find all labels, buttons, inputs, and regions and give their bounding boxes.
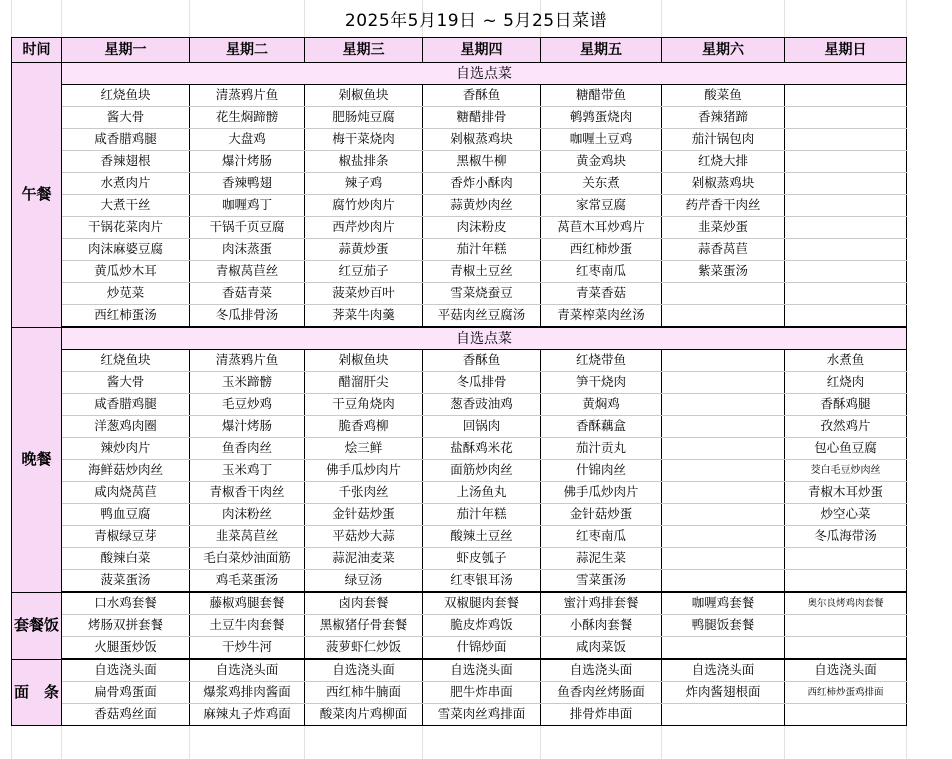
dish-cell — [785, 195, 907, 217]
dish-cell — [785, 217, 907, 239]
dish-cell — [785, 129, 907, 151]
dish-cell: 藤椒鸡腿套餐 — [190, 592, 305, 615]
header-cell: 星期二 — [190, 38, 305, 63]
dish-cell — [785, 283, 907, 305]
dish-cell: 笋干烧肉 — [541, 372, 662, 394]
dish-cell: 西红柿蛋汤 — [62, 305, 190, 328]
dish-cell: 糖醋带鱼 — [541, 85, 662, 107]
dish-cell: 水煮鱼 — [785, 350, 907, 372]
dish-cell: 酸辣土豆丝 — [423, 526, 541, 548]
dish-cell: 香辣翅根 — [62, 151, 190, 173]
meal-label: 晚餐 — [12, 327, 62, 592]
dish-cell: 什锦炒面 — [423, 637, 541, 660]
dish-cell: 雪菜蛋汤 — [541, 570, 662, 593]
dish-cell: 烩三鲜 — [305, 438, 423, 460]
dish-cell: 面筋炒肉丝 — [423, 460, 541, 482]
table-row — [12, 592, 907, 615]
dish-cell: 鹌鹑蛋烧肉 — [541, 107, 662, 129]
dish-cell: 自选浇头面 — [423, 659, 541, 682]
dish-cell: 炸肉酱翅根面 — [662, 682, 785, 704]
dish-cell: 香辣鸭翅 — [190, 173, 305, 195]
dish-cell: 蒜黄炒蛋 — [305, 239, 423, 261]
dish-cell: 麻辣丸子炸鸡面 — [190, 704, 305, 726]
dish-cell: 干锅千页豆腐 — [190, 217, 305, 239]
dish-cell: 小酥肉套餐 — [541, 615, 662, 637]
section-banner-row — [12, 327, 907, 350]
dish-cell: 自选浇头面 — [62, 659, 190, 682]
dish-cell: 西芹炒肉片 — [305, 217, 423, 239]
table-row — [12, 129, 907, 151]
dish-cell: 青椒绿豆芽 — [62, 526, 190, 548]
dish-cell: 黑椒猪仔骨套餐 — [305, 615, 423, 637]
dish-cell: 炒空心菜 — [785, 504, 907, 526]
dish-cell: 香炸小酥肉 — [423, 173, 541, 195]
dish-cell: 辣子鸡 — [305, 173, 423, 195]
dish-cell: 药芹香干肉丝 — [662, 195, 785, 217]
dish-cell: 肉沫麻婆豆腐 — [62, 239, 190, 261]
dish-cell: 茄汁年糕 — [423, 239, 541, 261]
meal-label: 套餐饭 — [12, 592, 62, 659]
dish-cell: 肥肠炖豆腐 — [305, 107, 423, 129]
dish-cell: 千张肉丝 — [305, 482, 423, 504]
meal-label: 面 条 — [12, 659, 62, 726]
section-banner: 自选点菜 — [62, 327, 907, 350]
dish-cell: 茄汁贡丸 — [541, 438, 662, 460]
dish-cell: 香菇青菜 — [190, 283, 305, 305]
dish-cell: 红枣南瓜 — [541, 261, 662, 283]
dish-cell: 爆汁烤肠 — [190, 151, 305, 173]
dish-cell: 海鲜菇炒肉丝 — [62, 460, 190, 482]
dish-cell: 红烧带鱼 — [541, 350, 662, 372]
dish-cell — [662, 438, 785, 460]
dish-cell: 雪菜肉丝鸡排面 — [423, 704, 541, 726]
dish-cell — [662, 704, 785, 726]
dish-cell: 冬瓜排骨汤 — [190, 305, 305, 328]
dish-cell: 青椒木耳炒蛋 — [785, 482, 907, 504]
dish-cell: 菠菜蛋汤 — [62, 570, 190, 593]
dish-cell: 蒜泥生菜 — [541, 548, 662, 570]
dish-cell: 什锦肉丝 — [541, 460, 662, 482]
dish-cell: 菠萝虾仁炒饭 — [305, 637, 423, 660]
dish-cell — [662, 637, 785, 660]
dish-cell: 虾皮瓠子 — [423, 548, 541, 570]
dish-cell: 洋葱鸡肉圈 — [62, 416, 190, 438]
dish-cell: 红豆茄子 — [305, 261, 423, 283]
dish-cell: 咸香腊鸡腿 — [62, 394, 190, 416]
header-cell: 星期一 — [62, 38, 190, 63]
dish-cell: 玉米蹄髈 — [190, 372, 305, 394]
dish-cell: 剁椒鱼块 — [305, 85, 423, 107]
table-row — [12, 217, 907, 239]
dish-cell — [785, 239, 907, 261]
dish-cell: 自选浇头面 — [305, 659, 423, 682]
dish-cell: 大煮干丝 — [62, 195, 190, 217]
dish-cell — [662, 460, 785, 482]
page-title: 2025年5月19日 ~ 5月25日菜谱 — [344, 10, 608, 31]
dish-cell — [785, 85, 907, 107]
dish-cell: 肉沫蒸蛋 — [190, 239, 305, 261]
dish-cell: 脆香鸡柳 — [305, 416, 423, 438]
dish-cell: 脆皮炸鸡饭 — [423, 615, 541, 637]
dish-cell: 菠菜炒百叶 — [305, 283, 423, 305]
header-cell: 星期三 — [305, 38, 423, 63]
dish-cell: 毛豆炒鸡 — [190, 394, 305, 416]
table-row — [12, 394, 907, 416]
dish-cell: 花生焖蹄髈 — [190, 107, 305, 129]
dish-cell: 咸肉菜饭 — [541, 637, 662, 660]
dish-cell: 西红柿炒蛋鸡排面 — [785, 682, 907, 704]
table-row — [12, 704, 907, 726]
dish-cell — [785, 704, 907, 726]
dish-cell: 咸肉烧莴苣 — [62, 482, 190, 504]
dish-cell — [785, 570, 907, 593]
dish-cell — [785, 151, 907, 173]
dish-cell: 咖喱鸡丁 — [190, 195, 305, 217]
dish-cell: 火腿蛋炒饭 — [62, 637, 190, 660]
dish-cell: 上汤鱼丸 — [423, 482, 541, 504]
dish-cell: 西红柿牛腩面 — [305, 682, 423, 704]
dish-cell: 腐竹炒肉片 — [305, 195, 423, 217]
dish-cell: 黄金鸡块 — [541, 151, 662, 173]
dish-cell: 椒盐排条 — [305, 151, 423, 173]
dish-cell: 酸菜鱼 — [662, 85, 785, 107]
dish-cell: 爆浆鸡排肉酱面 — [190, 682, 305, 704]
dish-cell: 剁椒蒸鸡块 — [423, 129, 541, 151]
dish-cell: 荠菜牛肉羹 — [305, 305, 423, 328]
dish-cell: 梅干菜烧肉 — [305, 129, 423, 151]
dish-cell — [785, 261, 907, 283]
dish-cell: 酸菜肉片鸡柳面 — [305, 704, 423, 726]
dish-cell: 红枣南瓜 — [541, 526, 662, 548]
table-row — [12, 682, 907, 704]
dish-cell: 关东煮 — [541, 173, 662, 195]
dish-cell: 咖喱土豆鸡 — [541, 129, 662, 151]
dish-cell: 青椒土豆丝 — [423, 261, 541, 283]
dish-cell: 剁椒鱼块 — [305, 350, 423, 372]
table-row — [12, 173, 907, 195]
table-row — [12, 438, 907, 460]
dish-cell: 莴苣木耳炒鸡片 — [541, 217, 662, 239]
dish-cell — [662, 283, 785, 305]
table-row — [12, 305, 907, 328]
dish-cell: 大盘鸡 — [190, 129, 305, 151]
table-row — [12, 195, 907, 217]
dish-cell: 绿豆汤 — [305, 570, 423, 593]
dish-cell — [662, 350, 785, 372]
dish-cell: 鸭血豆腐 — [62, 504, 190, 526]
dish-cell: 冬瓜排骨 — [423, 372, 541, 394]
dish-cell: 佛手瓜炒肉片 — [305, 460, 423, 482]
table-row — [12, 570, 907, 593]
dish-cell: 清蒸鸦片鱼 — [190, 350, 305, 372]
dish-cell — [662, 394, 785, 416]
dish-cell: 红烧鱼块 — [62, 85, 190, 107]
dish-cell — [785, 107, 907, 129]
dish-cell: 自选浇头面 — [190, 659, 305, 682]
dish-cell: 糖醋排骨 — [423, 107, 541, 129]
dish-cell: 醋溜肝尖 — [305, 372, 423, 394]
dish-cell: 青菜榨菜肉丝汤 — [541, 305, 662, 328]
dish-cell: 韭菜莴苣丝 — [190, 526, 305, 548]
table-row — [12, 85, 907, 107]
dish-cell: 香辣猪蹄 — [662, 107, 785, 129]
dish-cell: 炒苋菜 — [62, 283, 190, 305]
dish-cell — [785, 615, 907, 637]
dish-cell: 鸭腿饭套餐 — [662, 615, 785, 637]
dish-cell: 烤肠双拼套餐 — [62, 615, 190, 637]
dish-cell: 剁椒蒸鸡块 — [662, 173, 785, 195]
dish-cell: 蜜汁鸡排套餐 — [541, 592, 662, 615]
dish-cell — [662, 372, 785, 394]
dish-cell: 黄焖鸡 — [541, 394, 662, 416]
dish-cell: 奥尔良烤鸡肉套餐 — [785, 592, 907, 615]
dish-cell: 青椒香干肉丝 — [190, 482, 305, 504]
dish-cell: 平菇肉丝豆腐汤 — [423, 305, 541, 328]
dish-cell: 红枣银耳汤 — [423, 570, 541, 593]
dish-cell: 卤肉套餐 — [305, 592, 423, 615]
dish-cell: 肉沫粉皮 — [423, 217, 541, 239]
dish-cell: 酱大骨 — [62, 107, 190, 129]
table-row — [12, 261, 907, 283]
dish-cell: 茄汁锅包肉 — [662, 129, 785, 151]
dish-cell — [662, 482, 785, 504]
table-row — [12, 151, 907, 173]
table-row — [12, 239, 907, 261]
dish-cell: 水煮肉片 — [62, 173, 190, 195]
table-row — [12, 416, 907, 438]
table-row — [12, 283, 907, 305]
dish-cell: 茄汁年糕 — [423, 504, 541, 526]
dish-cell — [785, 548, 907, 570]
dish-cell: 家常豆腐 — [541, 195, 662, 217]
dish-cell — [662, 305, 785, 328]
dish-cell: 辣炒肉片 — [62, 438, 190, 460]
dish-cell — [662, 570, 785, 593]
section-banner-row — [12, 63, 907, 85]
table-row — [12, 482, 907, 504]
dish-cell: 盐酥鸡米花 — [423, 438, 541, 460]
dish-cell: 自选浇头面 — [785, 659, 907, 682]
dish-cell: 西红柿炒蛋 — [541, 239, 662, 261]
dish-cell: 葱香豉油鸡 — [423, 394, 541, 416]
table-row — [12, 615, 907, 637]
dish-cell — [785, 305, 907, 328]
dish-cell: 黄瓜炒木耳 — [62, 261, 190, 283]
dish-cell: 酸辣白菜 — [62, 548, 190, 570]
dish-cell: 咸香腊鸡腿 — [62, 129, 190, 151]
dish-cell: 双椒腿肉套餐 — [423, 592, 541, 615]
dish-cell: 清蒸鸦片鱼 — [190, 85, 305, 107]
dish-cell: 肥牛炸串面 — [423, 682, 541, 704]
dish-cell: 干炒牛河 — [190, 637, 305, 660]
dish-cell: 毛白菜炒油面筋 — [190, 548, 305, 570]
dish-cell: 口水鸡套餐 — [62, 592, 190, 615]
dish-cell: 茭白毛豆炒肉丝 — [785, 460, 907, 482]
dish-cell: 紫菜蛋汤 — [662, 261, 785, 283]
dish-cell: 包心鱼豆腐 — [785, 438, 907, 460]
dish-cell: 韭菜炒蛋 — [662, 217, 785, 239]
dish-cell: 红烧鱼块 — [62, 350, 190, 372]
table-row — [12, 504, 907, 526]
header-cell: 星期四 — [423, 38, 541, 63]
menu-table — [11, 37, 907, 726]
dish-cell: 土豆牛肉套餐 — [190, 615, 305, 637]
table-row — [12, 548, 907, 570]
header-cell: 星期五 — [541, 38, 662, 63]
dish-cell — [662, 526, 785, 548]
table-row — [12, 460, 907, 482]
dish-cell: 扁骨鸡蛋面 — [62, 682, 190, 704]
dish-cell: 金针菇炒蛋 — [541, 504, 662, 526]
dish-cell: 自选浇头面 — [662, 659, 785, 682]
dish-cell: 香菇鸡丝面 — [62, 704, 190, 726]
dish-cell: 蒜泥油麦菜 — [305, 548, 423, 570]
table-row — [12, 372, 907, 394]
dish-cell — [662, 548, 785, 570]
table-row — [12, 107, 907, 129]
table-row — [12, 659, 907, 682]
dish-cell: 鸡毛菜蛋汤 — [190, 570, 305, 593]
header-cell: 星期六 — [662, 38, 785, 63]
dish-cell — [662, 504, 785, 526]
header-cell: 星期日 — [785, 38, 907, 63]
section-banner: 自选点菜 — [62, 63, 907, 85]
dish-cell: 自选浇头面 — [541, 659, 662, 682]
dish-cell: 回锅肉 — [423, 416, 541, 438]
dish-cell: 鱼香肉丝烤肠面 — [541, 682, 662, 704]
dish-cell — [785, 173, 907, 195]
header-row — [12, 38, 907, 63]
dish-cell: 干锅花菜肉片 — [62, 217, 190, 239]
dish-cell: 香酥鱼 — [423, 85, 541, 107]
dish-cell: 香酥鸡腿 — [785, 394, 907, 416]
dish-cell: 蒜香莴苣 — [662, 239, 785, 261]
dish-cell: 香酥藕盒 — [541, 416, 662, 438]
header-cell: 时间 — [12, 38, 62, 63]
dish-cell: 玉米鸡丁 — [190, 460, 305, 482]
dish-cell: 红烧大排 — [662, 151, 785, 173]
table-row — [12, 526, 907, 548]
dish-cell — [785, 637, 907, 660]
dish-cell: 排骨炸串面 — [541, 704, 662, 726]
dish-cell: 冬瓜海带汤 — [785, 526, 907, 548]
dish-cell: 金针菇炒蛋 — [305, 504, 423, 526]
dish-cell: 肉沫粉丝 — [190, 504, 305, 526]
dish-cell: 干豆角烧肉 — [305, 394, 423, 416]
dish-cell: 孜然鸡片 — [785, 416, 907, 438]
dish-cell: 蒜黄炒肉丝 — [423, 195, 541, 217]
dish-cell: 平菇炒大蒜 — [305, 526, 423, 548]
dish-cell: 青菜香菇 — [541, 283, 662, 305]
meal-label: 午餐 — [12, 63, 62, 328]
dish-cell: 爆汁烤肠 — [190, 416, 305, 438]
dish-cell: 酱大骨 — [62, 372, 190, 394]
dish-cell: 红烧肉 — [785, 372, 907, 394]
dish-cell: 佛手瓜炒肉片 — [541, 482, 662, 504]
dish-cell: 青椒莴苣丝 — [190, 261, 305, 283]
table-row — [12, 350, 907, 372]
dish-cell: 香酥鱼 — [423, 350, 541, 372]
dish-cell: 黑椒牛柳 — [423, 151, 541, 173]
dish-cell: 鱼香肉丝 — [190, 438, 305, 460]
table-row — [12, 637, 907, 660]
dish-cell — [662, 416, 785, 438]
dish-cell: 咖喱鸡套餐 — [662, 592, 785, 615]
dish-cell: 雪菜烧蚕豆 — [423, 283, 541, 305]
